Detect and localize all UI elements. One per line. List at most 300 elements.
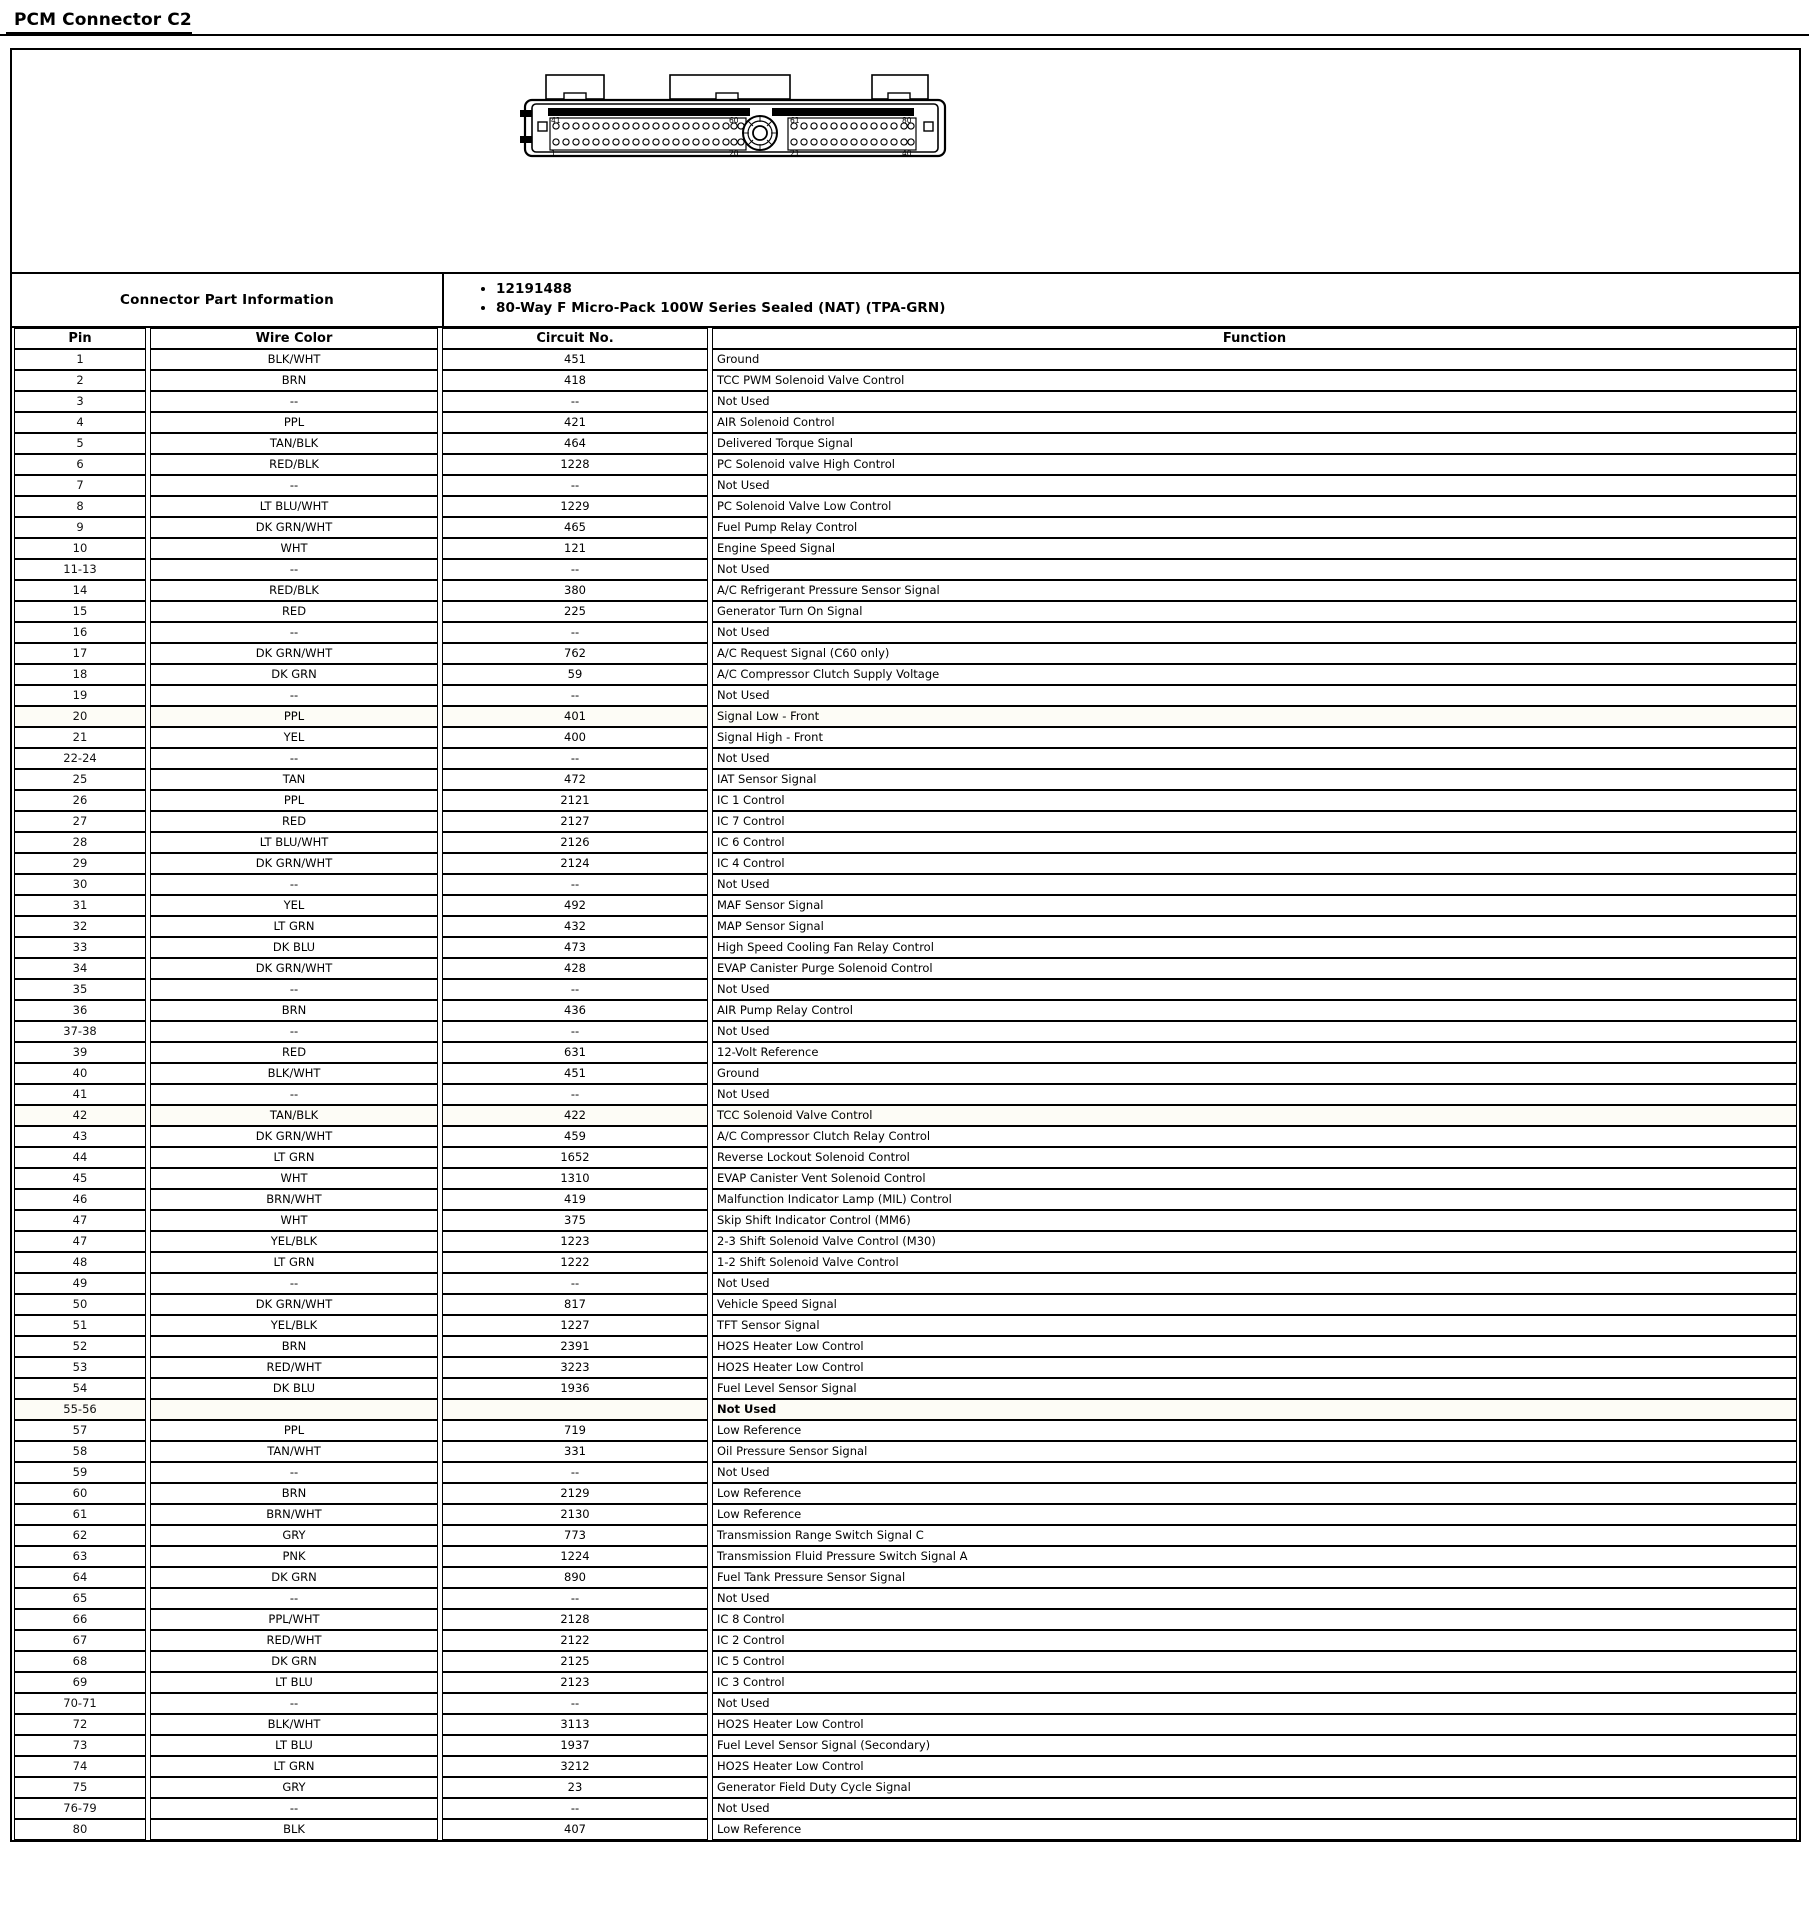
table-row	[12, 727, 1799, 748]
cell-circuit-no	[440, 454, 710, 475]
cell-circuit-no-text: --	[442, 391, 708, 412]
cell-circuit-no	[440, 601, 710, 622]
cell-circuit-no	[440, 1168, 710, 1189]
cell-wire-color	[148, 496, 440, 517]
cell-wire-color	[148, 958, 440, 979]
table-row	[12, 1777, 1799, 1798]
column-header-wire-color	[148, 328, 440, 349]
cell-function-text: Not Used	[712, 1021, 1797, 1042]
cell-wire-color-text: --	[150, 1021, 438, 1042]
cell-wire-color	[148, 1819, 440, 1840]
cell-circuit-no	[440, 1462, 710, 1483]
cell-pin-text: 25	[14, 769, 146, 790]
cell-function	[710, 1021, 1799, 1042]
cell-function	[710, 1378, 1799, 1399]
table-row	[12, 1609, 1799, 1630]
cell-circuit-no	[440, 643, 710, 664]
cell-circuit-no-text: 464	[442, 433, 708, 454]
cell-function-text: MAF Sensor Signal	[712, 895, 1797, 916]
cell-pin-text: 2	[14, 370, 146, 391]
table-row	[12, 1147, 1799, 1168]
cell-pin	[12, 1567, 148, 1588]
cell-wire-color	[148, 1756, 440, 1777]
cell-function	[710, 895, 1799, 916]
cell-pin-text: 65	[14, 1588, 146, 1609]
cell-function	[710, 1399, 1799, 1420]
cell-function	[710, 1756, 1799, 1777]
cell-circuit-no-text: --	[442, 1588, 708, 1609]
cell-wire-color-text: TAN/WHT	[150, 1441, 438, 1462]
cell-wire-color	[148, 1567, 440, 1588]
cell-function	[710, 853, 1799, 874]
table-row	[12, 1441, 1799, 1462]
cell-function	[710, 1042, 1799, 1063]
cell-circuit-no	[440, 937, 710, 958]
cell-wire-color-text: TAN/BLK	[150, 433, 438, 454]
cell-function-text: Fuel Pump Relay Control	[712, 517, 1797, 538]
part-information-label: Connector Part Information	[12, 274, 444, 326]
cell-wire-color	[148, 748, 440, 769]
cell-wire-color-text: DK GRN/WHT	[150, 1294, 438, 1315]
cell-pin-text: 42	[14, 1105, 146, 1126]
column-header-function-label: Function	[712, 328, 1797, 349]
cell-pin	[12, 496, 148, 517]
cell-circuit-no	[440, 1441, 710, 1462]
cell-circuit-no-text: 473	[442, 937, 708, 958]
cell-pin-text: 14	[14, 580, 146, 601]
cell-pin	[12, 538, 148, 559]
cell-circuit-no-text: 380	[442, 580, 708, 601]
cell-pin-text: 17	[14, 643, 146, 664]
cell-function-text: HO2S Heater Low Control	[712, 1357, 1797, 1378]
cell-circuit-no-text: 459	[442, 1126, 708, 1147]
cell-pin-text: 20	[14, 706, 146, 727]
cell-pin-text: 75	[14, 1777, 146, 1798]
cell-wire-color-text: DK GRN/WHT	[150, 643, 438, 664]
cell-circuit-no-text: --	[442, 1798, 708, 1819]
cell-circuit-no-text: 1223	[442, 1231, 708, 1252]
column-header-wire-color-label: Wire Color	[150, 328, 438, 349]
cell-wire-color	[148, 1252, 440, 1273]
cell-wire-color-text: TAN	[150, 769, 438, 790]
cell-wire-color-text: LT BLU/WHT	[150, 832, 438, 853]
cell-function-text: Low Reference	[712, 1504, 1797, 1525]
cell-circuit-no	[440, 433, 710, 454]
cell-pin	[12, 643, 148, 664]
cell-pin	[12, 475, 148, 496]
cell-circuit-no-text: 1224	[442, 1546, 708, 1567]
cell-wire-color-text: GRY	[150, 1777, 438, 1798]
cell-wire-color-text	[150, 1399, 438, 1420]
table-row	[12, 1714, 1799, 1735]
cell-circuit-no-text: --	[442, 1273, 708, 1294]
table-row	[12, 1504, 1799, 1525]
cell-circuit-no-text: --	[442, 622, 708, 643]
connector-pin-label-21: 21	[790, 149, 800, 158]
cell-function-text: HO2S Heater Low Control	[712, 1756, 1797, 1777]
cell-circuit-no	[440, 1357, 710, 1378]
cell-wire-color-text: BRN/WHT	[150, 1189, 438, 1210]
cell-pin	[12, 916, 148, 937]
cell-circuit-no-text: 375	[442, 1210, 708, 1231]
cell-circuit-no-text: 436	[442, 1000, 708, 1021]
cell-wire-color-text: LT BLU	[150, 1672, 438, 1693]
column-header-function	[710, 328, 1799, 349]
cell-function	[710, 1567, 1799, 1588]
cell-wire-color-text: --	[150, 979, 438, 1000]
cell-circuit-no-text: 2391	[442, 1336, 708, 1357]
cell-function	[710, 1819, 1799, 1840]
cell-circuit-no-text: 419	[442, 1189, 708, 1210]
table-row	[12, 1651, 1799, 1672]
table-row	[12, 664, 1799, 685]
table-header-row	[12, 328, 1799, 349]
table-row	[12, 538, 1799, 559]
column-header-circuit-no	[440, 328, 710, 349]
cell-pin	[12, 1105, 148, 1126]
cell-function-text: Not Used	[712, 1399, 1797, 1420]
cell-function	[710, 1735, 1799, 1756]
cell-function-text: Ground	[712, 349, 1797, 370]
cell-function-text: Vehicle Speed Signal	[712, 1294, 1797, 1315]
cell-circuit-no	[440, 685, 710, 706]
table-row	[12, 1189, 1799, 1210]
cell-circuit-no-text: 225	[442, 601, 708, 622]
cell-wire-color-text: --	[150, 1084, 438, 1105]
cell-circuit-no	[440, 706, 710, 727]
cell-pin-text: 64	[14, 1567, 146, 1588]
connector-document	[10, 48, 1801, 1842]
table-row	[12, 1462, 1799, 1483]
table-row	[12, 769, 1799, 790]
cell-function-text: Low Reference	[712, 1420, 1797, 1441]
cell-wire-color-text: DK GRN	[150, 1567, 438, 1588]
cell-function	[710, 790, 1799, 811]
cell-pin	[12, 1777, 148, 1798]
cell-function	[710, 1063, 1799, 1084]
cell-wire-color	[148, 517, 440, 538]
cell-pin	[12, 874, 148, 895]
cell-pin	[12, 1651, 148, 1672]
cell-pin-text: 45	[14, 1168, 146, 1189]
cell-circuit-no	[440, 958, 710, 979]
cell-pin-text: 26	[14, 790, 146, 811]
cell-function-text: 2-3 Shift Solenoid Valve Control (M30)	[712, 1231, 1797, 1252]
cell-function	[710, 1252, 1799, 1273]
cell-circuit-no	[440, 1798, 710, 1819]
cell-wire-color	[148, 1798, 440, 1819]
cell-function	[710, 958, 1799, 979]
cell-wire-color-text: BRN	[150, 1336, 438, 1357]
column-header-circuit-no-label: Circuit No.	[442, 328, 708, 349]
cell-pin-text: 15	[14, 601, 146, 622]
cell-function-text: IC 5 Control	[712, 1651, 1797, 1672]
cell-wire-color	[148, 1021, 440, 1042]
cell-function-text: Not Used	[712, 1084, 1797, 1105]
cell-pin	[12, 433, 148, 454]
cell-circuit-no-text: 421	[442, 412, 708, 433]
cell-function	[710, 1420, 1799, 1441]
cell-pin-text: 1	[14, 349, 146, 370]
cell-pin-text: 40	[14, 1063, 146, 1084]
cell-function-text: Not Used	[712, 685, 1797, 706]
cell-circuit-no-text: 817	[442, 1294, 708, 1315]
cell-pin-text: 49	[14, 1273, 146, 1294]
cell-pin-text: 67	[14, 1630, 146, 1651]
cell-pin-text: 4	[14, 412, 146, 433]
cell-wire-color-text: PPL	[150, 412, 438, 433]
cell-circuit-no-text: 418	[442, 370, 708, 391]
cell-function	[710, 748, 1799, 769]
column-header-pin	[12, 328, 148, 349]
cell-circuit-no	[440, 1756, 710, 1777]
cell-pin	[12, 1756, 148, 1777]
cell-wire-color-text: DK GRN/WHT	[150, 853, 438, 874]
cell-pin	[12, 1504, 148, 1525]
cell-wire-color	[148, 622, 440, 643]
connector-diagram	[520, 62, 950, 172]
cell-pin	[12, 412, 148, 433]
cell-pin	[12, 895, 148, 916]
cell-circuit-no-text: 465	[442, 517, 708, 538]
cell-circuit-no	[440, 1315, 710, 1336]
cell-function-text: Not Used	[712, 1588, 1797, 1609]
cell-function-text: IC 3 Control	[712, 1672, 1797, 1693]
cell-pin-text: 72	[14, 1714, 146, 1735]
table-row	[12, 685, 1799, 706]
cell-pin	[12, 769, 148, 790]
cell-circuit-no-text: 1310	[442, 1168, 708, 1189]
cell-circuit-no	[440, 580, 710, 601]
cell-function	[710, 1462, 1799, 1483]
table-row	[12, 979, 1799, 1000]
cell-function-text: Not Used	[712, 979, 1797, 1000]
cell-circuit-no-text: --	[442, 874, 708, 895]
cell-function-text: AIR Solenoid Control	[712, 412, 1797, 433]
cell-circuit-no-text: 2126	[442, 832, 708, 853]
cell-function-text: Low Reference	[712, 1483, 1797, 1504]
table-row	[12, 370, 1799, 391]
cell-circuit-no-text: --	[442, 559, 708, 580]
cell-function	[710, 1189, 1799, 1210]
cell-circuit-no-text: 890	[442, 1567, 708, 1588]
cell-function-text: Delivered Torque Signal	[712, 433, 1797, 454]
cell-function	[710, 496, 1799, 517]
cell-circuit-no	[440, 1126, 710, 1147]
table-row	[12, 349, 1799, 370]
cell-wire-color-text: YEL/BLK	[150, 1231, 438, 1252]
part-description-item: • 80-Way F Micro-Pack 100W Series Sealed (NAT) (TPA-GRN)	[496, 299, 1799, 318]
cell-wire-color-text: PPL	[150, 790, 438, 811]
cell-wire-color-text: WHT	[150, 1210, 438, 1231]
cell-wire-color	[148, 1147, 440, 1168]
table-row	[12, 1315, 1799, 1336]
table-row	[12, 748, 1799, 769]
cell-wire-color-text: BRN/WHT	[150, 1504, 438, 1525]
cell-pin-text: 61	[14, 1504, 146, 1525]
cell-function	[710, 1525, 1799, 1546]
cell-pin-text: 3	[14, 391, 146, 412]
cell-wire-color	[148, 1399, 440, 1420]
cell-function-text: Not Used	[712, 475, 1797, 496]
cell-pin-text: 52	[14, 1336, 146, 1357]
cell-wire-color	[148, 370, 440, 391]
cell-circuit-no	[440, 1609, 710, 1630]
cell-circuit-no	[440, 1714, 710, 1735]
cell-wire-color-text: --	[150, 1273, 438, 1294]
cell-circuit-no	[440, 538, 710, 559]
cell-circuit-no-text: 23	[442, 1777, 708, 1798]
cell-function-text: Not Used	[712, 622, 1797, 643]
cell-circuit-no-text: 3223	[442, 1357, 708, 1378]
cell-circuit-no-text	[442, 1399, 708, 1420]
cell-pin-text: 7	[14, 475, 146, 496]
cell-pin-text: 74	[14, 1756, 146, 1777]
cell-wire-color-text: RED/WHT	[150, 1357, 438, 1378]
cell-pin-text: 57	[14, 1420, 146, 1441]
cell-pin	[12, 706, 148, 727]
cell-circuit-no	[440, 1231, 710, 1252]
table-row	[12, 1252, 1799, 1273]
cell-wire-color-text: WHT	[150, 1168, 438, 1189]
cell-circuit-no	[440, 1063, 710, 1084]
cell-pin	[12, 1819, 148, 1840]
cell-function-text: Signal High - Front	[712, 727, 1797, 748]
cell-wire-color	[148, 769, 440, 790]
cell-pin	[12, 748, 148, 769]
cell-pin-text: 54	[14, 1378, 146, 1399]
table-row	[12, 1063, 1799, 1084]
cell-wire-color-text: PNK	[150, 1546, 438, 1567]
cell-circuit-no	[440, 349, 710, 370]
cell-wire-color	[148, 727, 440, 748]
cell-function	[710, 1168, 1799, 1189]
cell-wire-color-text: LT GRN	[150, 916, 438, 937]
cell-function	[710, 727, 1799, 748]
cell-function	[710, 601, 1799, 622]
cell-pin	[12, 1336, 148, 1357]
cell-function-text: IC 6 Control	[712, 832, 1797, 853]
cell-pin-text: 39	[14, 1042, 146, 1063]
cell-wire-color	[148, 1588, 440, 1609]
cell-circuit-no-text: 1228	[442, 454, 708, 475]
cell-wire-color-text: PPL	[150, 706, 438, 727]
cell-wire-color	[148, 706, 440, 727]
cell-circuit-no	[440, 496, 710, 517]
cell-pin	[12, 1189, 148, 1210]
cell-function-text: Skip Shift Indicator Control (MM6)	[712, 1210, 1797, 1231]
cell-pin	[12, 1525, 148, 1546]
cell-function-text: IC 2 Control	[712, 1630, 1797, 1651]
cell-function-text: Not Used	[712, 748, 1797, 769]
cell-circuit-no-text: 719	[442, 1420, 708, 1441]
cell-circuit-no-text: 2129	[442, 1483, 708, 1504]
cell-pin-text: 69	[14, 1672, 146, 1693]
cell-pin	[12, 1294, 148, 1315]
cell-circuit-no-text: 432	[442, 916, 708, 937]
table-row	[12, 1105, 1799, 1126]
cell-wire-color	[148, 349, 440, 370]
cell-circuit-no	[440, 1021, 710, 1042]
cell-pin	[12, 832, 148, 853]
cell-wire-color-text: DK GRN/WHT	[150, 1126, 438, 1147]
cell-pin-text: 58	[14, 1441, 146, 1462]
cell-function	[710, 517, 1799, 538]
cell-circuit-no-text: 400	[442, 727, 708, 748]
cell-wire-color	[148, 580, 440, 601]
cell-pin	[12, 622, 148, 643]
table-row	[12, 1567, 1799, 1588]
cell-function	[710, 706, 1799, 727]
cell-pin	[12, 391, 148, 412]
cell-pin-text: 44	[14, 1147, 146, 1168]
table-row	[12, 958, 1799, 979]
table-row	[12, 1231, 1799, 1252]
table-row	[12, 1546, 1799, 1567]
cell-circuit-no-text: --	[442, 475, 708, 496]
cell-wire-color	[148, 1063, 440, 1084]
cell-circuit-no	[440, 748, 710, 769]
cell-circuit-no	[440, 1252, 710, 1273]
table-row	[12, 1819, 1799, 1840]
cell-circuit-no	[440, 1105, 710, 1126]
cell-wire-color	[148, 1609, 440, 1630]
cell-circuit-no-text: 331	[442, 1441, 708, 1462]
cell-circuit-no	[440, 1294, 710, 1315]
cell-function	[710, 685, 1799, 706]
cell-function	[710, 1126, 1799, 1147]
cell-circuit-no-text: --	[442, 1462, 708, 1483]
cell-function	[710, 979, 1799, 1000]
cell-wire-color	[148, 1105, 440, 1126]
cell-wire-color-text: TAN/BLK	[150, 1105, 438, 1126]
cell-pin-text: 30	[14, 874, 146, 895]
cell-pin	[12, 1273, 148, 1294]
cell-circuit-no	[440, 1483, 710, 1504]
part-information-values	[444, 274, 1799, 326]
cell-function	[710, 1609, 1799, 1630]
cell-function	[710, 664, 1799, 685]
cell-circuit-no	[440, 1525, 710, 1546]
cell-pin	[12, 1588, 148, 1609]
cell-function	[710, 1777, 1799, 1798]
cell-wire-color-text: RED	[150, 601, 438, 622]
cell-function-text: TCC PWM Solenoid Valve Control	[712, 370, 1797, 391]
cell-wire-color	[148, 1672, 440, 1693]
cell-circuit-no-text: 773	[442, 1525, 708, 1546]
cell-wire-color	[148, 811, 440, 832]
cell-pin-text: 36	[14, 1000, 146, 1021]
cell-function-text: Fuel Level Sensor Signal (Secondary)	[712, 1735, 1797, 1756]
cell-pin-text: 35	[14, 979, 146, 1000]
cell-function-text: 1-2 Shift Solenoid Valve Control	[712, 1252, 1797, 1273]
cell-pin-text: 55-56	[14, 1399, 146, 1420]
table-row	[12, 1798, 1799, 1819]
cell-pin-text: 80	[14, 1819, 146, 1840]
cell-wire-color	[148, 1378, 440, 1399]
cell-pin	[12, 1798, 148, 1819]
cell-function	[710, 937, 1799, 958]
cell-pin	[12, 370, 148, 391]
cell-wire-color-text: BRN	[150, 1000, 438, 1021]
table-row	[12, 643, 1799, 664]
cell-circuit-no-text: 1652	[442, 1147, 708, 1168]
cell-pin-text: 21	[14, 727, 146, 748]
cell-function-text: Reverse Lockout Solenoid Control	[712, 1147, 1797, 1168]
cell-wire-color	[148, 895, 440, 916]
cell-pin	[12, 559, 148, 580]
cell-function	[710, 1336, 1799, 1357]
